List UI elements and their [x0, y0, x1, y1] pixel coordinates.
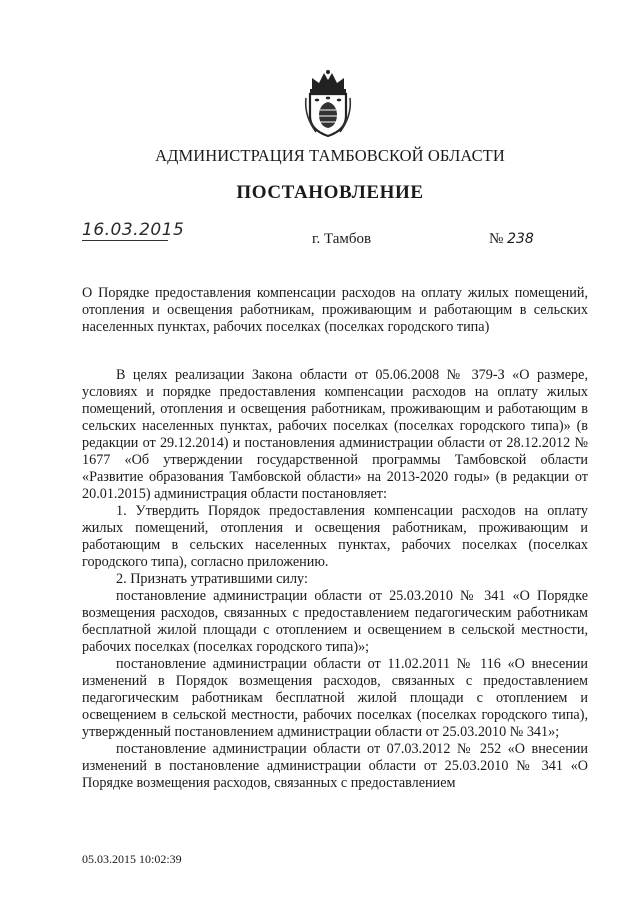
document-body	[82, 367, 588, 792]
document-title: О Порядке предоставления компенсации расходов на оплату жилых помещений, отопления и освещения работникам, проживающим и работающим в сельских населенных пунктах, рабочих поселках (поселках городского типа)	[82, 285, 588, 335]
repealed-act-1-paragraph: постановление администрации области от 25.03.2010 № 341 «О Порядке возмещения расходов, связанных с предоставлением педагогическим работникам бесплатной жилой площади с отоплением и освещением в сельской местности, рабочих поселках (поселках городского типа)»;	[82, 588, 588, 655]
print-timestamp: 05.03.2015 10:02:39	[82, 852, 182, 866]
city: г. Тамбов	[312, 231, 372, 247]
repealed-act-2-paragraph: постановление администрации области от 11.02.2011 № 116 «О внесении изменений в Порядок возмещения расходов, связанных с предоставлением педагогическим работникам бесплатной жилой площади с отоплением и освещением в сельской местности, рабочих поселках (поселках городского типа), утвержденный постановлением администрации области от 25.03.2010 № 341»;	[82, 656, 588, 740]
repealed-act-3-paragraph: постановление администрации области от 07.03.2012 № 252 «О внесении изменений в постановление администрации области от 25.03.2010 № 341 «О Порядке возмещения расходов, связанных с предоставлением	[82, 741, 588, 791]
organization-name: АДМИНИСТРАЦИЯ ТАМБОВСКОЙ ОБЛАСТИ	[155, 146, 505, 165]
coat-of-arms-icon	[302, 68, 354, 138]
number-label: №	[489, 231, 504, 247]
handwritten-number: 238	[507, 231, 534, 247]
document-number	[489, 231, 534, 248]
handwritten-date: 16.03.2015	[82, 220, 185, 240]
item-1-paragraph: 1. Утвердить Порядок предоставления компенсации расходов на оплату жилых помещений, отопления и освещения работникам, проживающим и работающим в сельских населенных пунктах, рабочих поселках (поселках городского типа), согласно приложению.	[82, 503, 588, 570]
item-2-paragraph: 2. Признать утратившими силу:	[116, 571, 308, 587]
date-underline	[82, 240, 168, 241]
document-type: ПОСТАНОВЛЕНИЕ	[236, 182, 424, 203]
preamble-paragraph: В целях реализации Закона области от 05.06.2008 № 379-З «О размере, условиях и порядке предоставления компенсации расходов на оплату жилых помещений, отопления и освещения работникам, проживающим и работающим в сельских населенных пунктах, рабочих поселках (поселках городского типа)» (в редакции от 29.12.2014) и постановления администрации области от 28.12.2012 № 1677 «Об утверждении государственной программы Тамбовской области «Развитие образования Тамбовской области» на 2013-2020 годы» (в редакции от 20.01.2015) администрация области постановляет:	[82, 367, 588, 502]
